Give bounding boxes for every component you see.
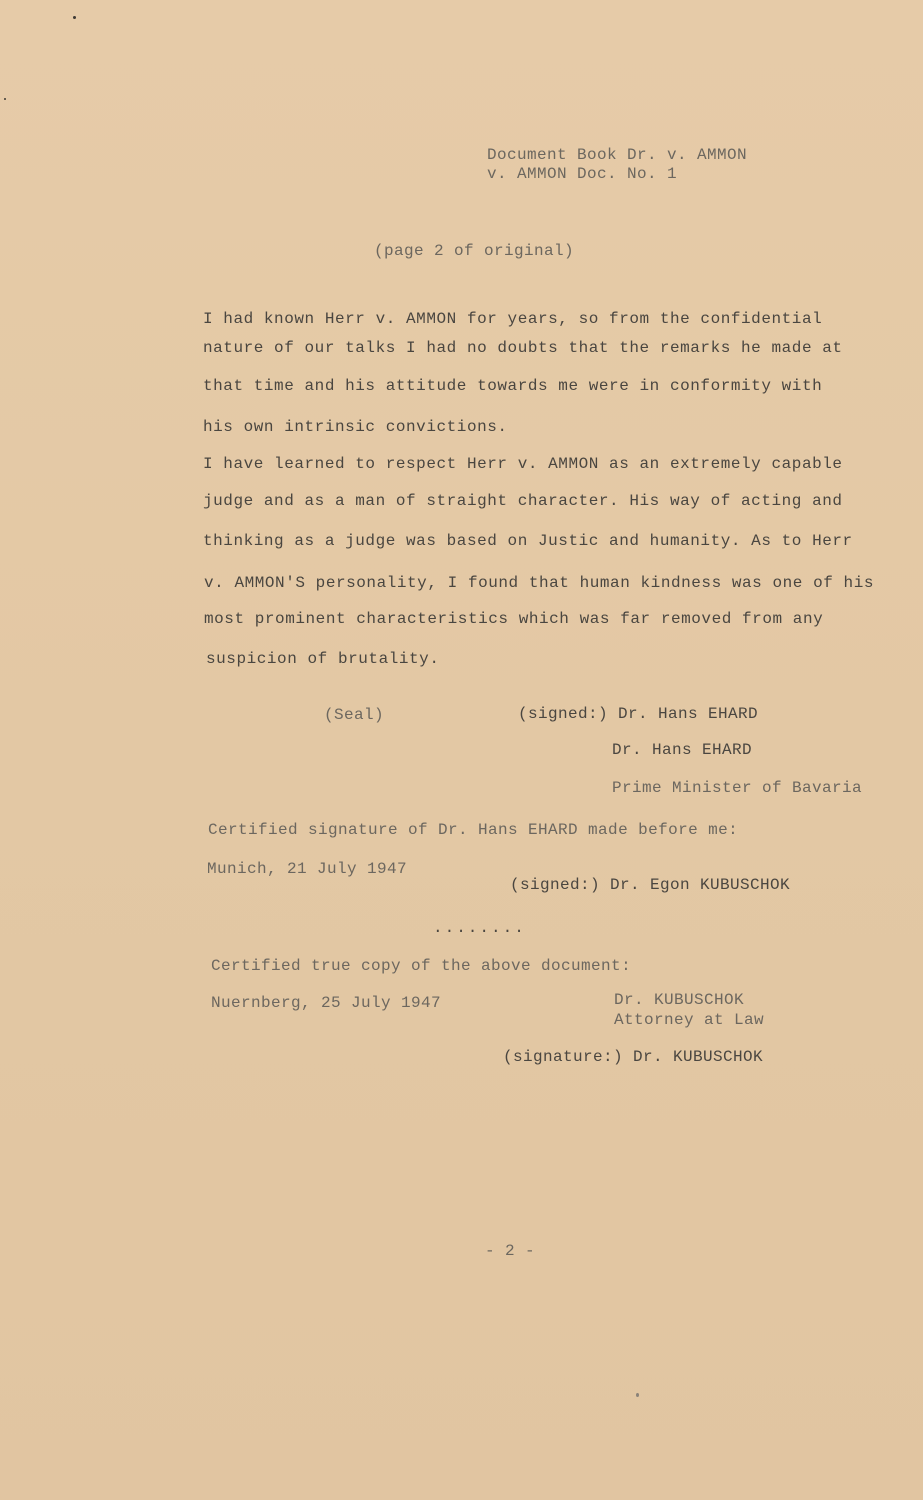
certification-signed: (signed:) Dr. Egon KUBUSCHOK — [510, 876, 791, 894]
seal-label: (Seal) — [324, 706, 385, 724]
body-line: nature of our talks I had no doubts that the remarks he made at — [203, 339, 843, 357]
copy-cert-text: Certified true copy of the above document: — [211, 957, 632, 975]
body-line: suspicion of brutality. — [206, 650, 440, 668]
paper-speck — [4, 98, 6, 100]
certification-place-date: Munich, 21 July 1947 — [207, 860, 408, 878]
separator: ........ — [433, 919, 526, 937]
page-number: - 2 - — [485, 1242, 536, 1260]
body-line: I have learned to respect Herr v. AMMON as an extremely capable — [203, 455, 843, 473]
doc-header-line1: Document Book Dr. v. AMMON — [487, 146, 748, 164]
body-line: v. AMMON'S personality, I found that human kindness was one of his — [204, 574, 875, 592]
page-note: (page 2 of original) — [374, 242, 575, 260]
doc-header-line2: v. AMMON Doc. No. 1 — [487, 165, 678, 183]
body-line: I had known Herr v. AMMON for years, so from the confidential — [203, 310, 823, 328]
body-line: his own intrinsic convictions. — [203, 418, 508, 436]
body-line: thinking as a judge was based on Justic and humanity. As to Herr — [203, 532, 853, 550]
copy-cert-signature: (signature:) Dr. KUBUSCHOK — [503, 1048, 764, 1066]
signer-name: Dr. Hans EHARD — [612, 741, 753, 759]
body-line: most prominent characteristics which was far removed from any — [204, 610, 824, 628]
paper-speck — [636, 1393, 639, 1397]
paper-speck — [73, 16, 76, 19]
copy-cert-place-date: Nuernberg, 25 July 1947 — [211, 994, 442, 1012]
copy-cert-name: Dr. KUBUSCHOK — [614, 991, 745, 1009]
copy-cert-role: Attorney at Law — [614, 1011, 765, 1029]
signer-title: Prime Minister of Bavaria — [612, 779, 863, 797]
signed-line: (signed:) Dr. Hans EHARD — [518, 705, 759, 723]
body-line: judge and as a man of straight character. His way of acting and — [203, 492, 843, 510]
certification-text: Certified signature of Dr. Hans EHARD made before me: — [208, 821, 739, 839]
body-line: that time and his attitude towards me were in conformity with — [203, 377, 823, 395]
